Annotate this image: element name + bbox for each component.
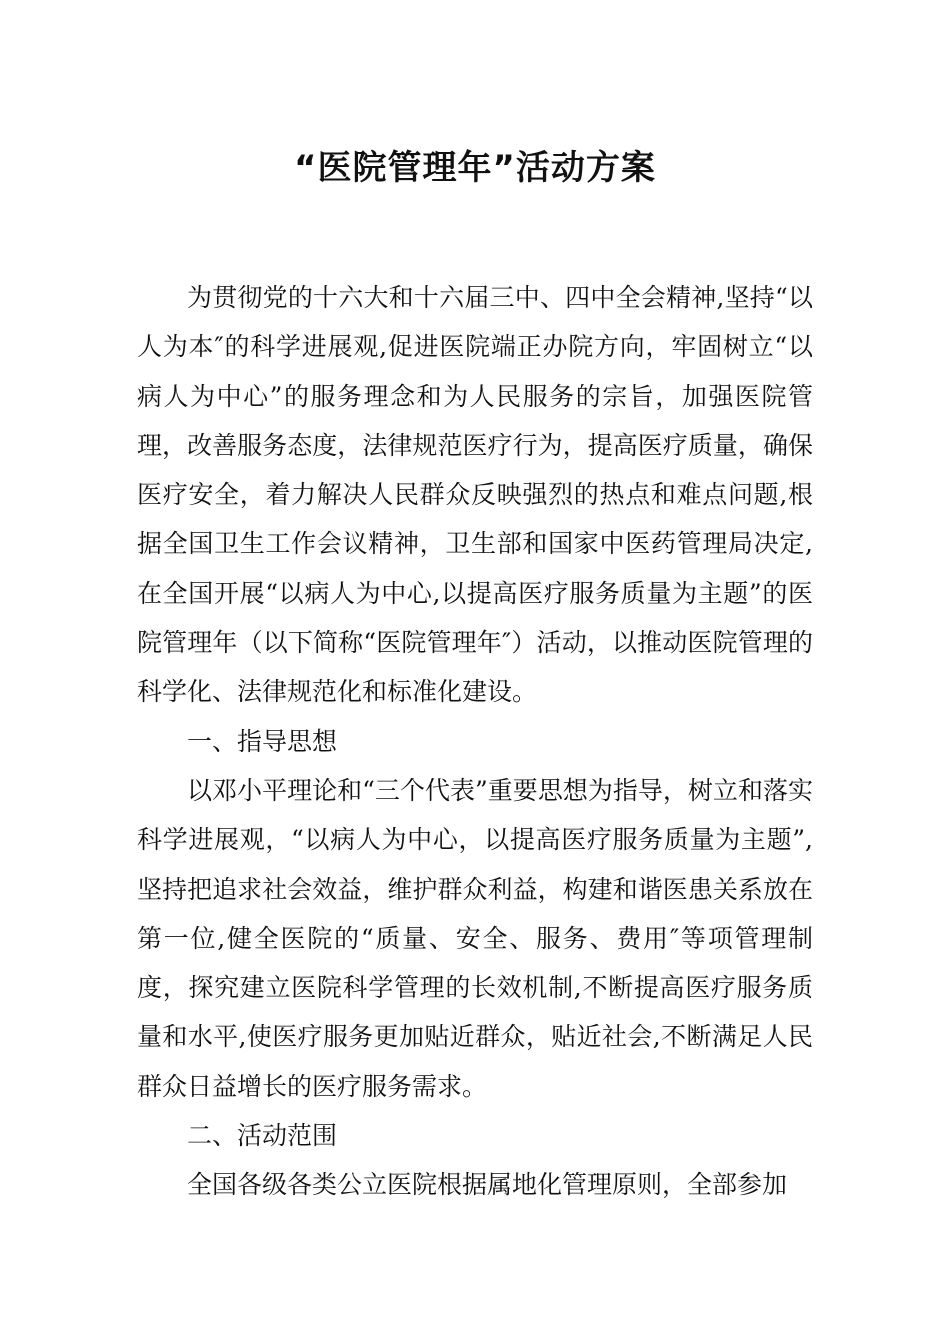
- document-title: “医院管理年”活动方案: [294, 148, 656, 188]
- activity-scope-paragraph: 全国各级各类公立医院根据属地化管理原则，全部参加: [187, 1170, 788, 1200]
- section-heading-activity-scope: 二、活动范围: [187, 1121, 338, 1151]
- document-body: [137, 273, 813, 1210]
- guiding-ideology-paragraph: 以邓小平理论和“三个代表”重要思想为指导，树立和落实科学进展观，“以病人为中心，以提高医疗服务质量为主题”,坚持把追求社会效益，维护群众利益，构建和谐医患关系放在第一位,健全医院的“质量、安全、服务、费用″等项管理制度，探究建立医院科学管理的长效机制,不断提高医疗服务质量和水平,使医疗服务更加贴近群众，贴近社会,不断满足人民群众日益增长的医疗服务需求。: [137, 775, 813, 1101]
- intro-paragraph: 为贯彻党的十六大和十六届三中、四中全会精神,坚持“以人为本″的科学进展观,促进医院端正办院方向，牢固树立“以病人为中心”的服务理念和为人民服务的宗旨，加强医院管理，改善服务态度，法律规范医疗行为，提高医疗质量，确保医疗安全，着力解决人民群众反映强烈的热点和难点问题,根据全国卫生工作会议精神，卫生部和国家中医药管理局决定,在全国开展“以病人为中心,以提高医疗服务质量为主题”的医院管理年（以下简称“医院管理年″）活动，以推动医院管理的科学化、法律规范化和标准化建设。: [137, 283, 813, 707]
- section-heading-guiding-ideology: 一、指导思想: [187, 726, 338, 756]
